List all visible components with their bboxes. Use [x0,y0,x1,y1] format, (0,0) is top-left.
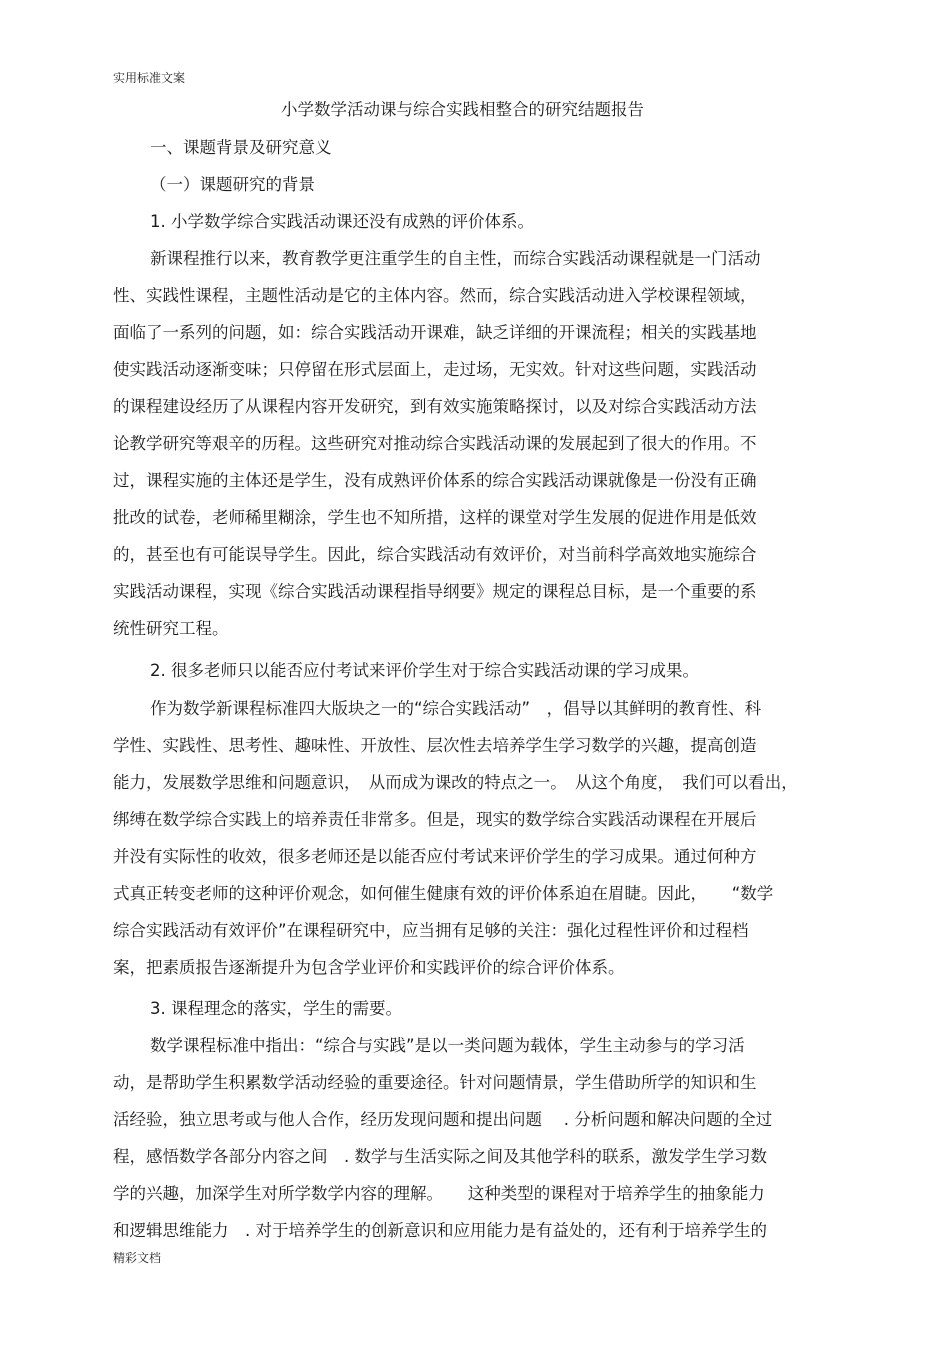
point-heading: 2. 很多老师只以能否应付考试来评价学生对于综合实践活动课的学习成果。 [150,661,699,680]
body-line: 的课程建设经历了从课程内容开发研究，到有效实施策略探讨，以及对综合实践活动方法 [113,397,757,416]
page-footer: 精彩文档 [113,1251,162,1265]
document-title: 小学数学活动课与综合实践相整合的研究结题报告 [281,100,644,119]
body-line: 能力，发展数学思维和问题意识， 从而成为课改的特点之一。 从这个角度， 我们可以看出， [113,773,798,792]
body-line: 动，是帮助学生积累数学活动经验的重要途径。针对问题情景，学生借助所学的知识和生 [113,1073,757,1092]
body-line: 综合实践活动有效评价”在课程研究中，应当拥有足够的关注：强化过程性评价和过程档 [113,921,749,940]
body-line: 学的兴趣，加深学生对所学数学内容的理解。 这种类型的课程对于培养学生的抽象能力 [113,1184,765,1203]
section-heading: 一、课题背景及研究意义 [150,138,332,157]
subsection-heading: （一）课题研究的背景 [150,175,315,194]
point-heading: 3. 课程理念的落实，学生的需要。 [150,999,402,1018]
body-line: 面临了一系列的问题，如：综合实践活动开课难，缺乏详细的开课流程；相关的实践基地 [113,323,757,342]
body-line: 新课程推行以来，教育教学更注重学生的自主性，而综合实践活动课程就是一门活动 [150,249,761,268]
body-line: 的，甚至也有可能误导学生。因此，综合实践活动有效评价，对当前科学高效地实施综合 [113,545,757,564]
body-line: 程，感悟数学各部分内容之间 . 数学与生活实际之间及其他学科的联系，激发学生学习数 [113,1147,767,1166]
body-line: 统性研究工程。 [113,619,229,638]
body-line: 论教学研究等艰辛的历程。这些研究对推动综合实践活动课的发展起到了很大的作用。不 [113,434,757,453]
body-line: 数学课程标准中指出：“综合与实践”是以一类问题为载体，学生主动参与的学习活 [150,1036,745,1055]
body-line: 性、实践性课程，主题性活动是它的主体内容。然而，综合实践活动进入学校课程领域， [113,286,757,305]
body-line: 活经验，独立思考或与他人合作，经历发现问题和提出问题 . 分析问题和解决问题的全过 [113,1110,773,1129]
body-line: 过，课程实施的主体还是学生，没有成熟评价体系的综合实践活动课就像是一份没有正确 [113,471,757,490]
body-line: 批改的试卷，老师稀里糊涂，学生也不知所措，这样的课堂对学生发展的促进作用是低效 [113,508,757,527]
body-line: 并没有实际性的收效，很多老师还是以能否应付考试来评价学生的学习成果。通过何种方 [113,847,757,866]
body-line: 实践活动课程，实现《综合实践活动课程指导纲要》规定的课程总目标，是一个重要的系 [113,582,757,601]
body-line: 式真正转变老师的这种评价观念，如何催生健康有效的评价体系迫在眉睫。因此， “数学 [113,884,774,903]
body-line: 绑缚在数学综合实践上的培养责任非常多。但是，现实的数学综合实践活动课程在开展后 [113,810,757,829]
body-line: 作为数学新课程标准四大版块之一的“综合实践活动” ，倡导以其鲜明的教育性、科 [150,699,762,718]
page-header: 实用标准文案 [113,71,186,85]
body-line: 和逻辑思维能力 . 对于培养学生的创新意识和应用能力是有益处的，还有利于培养学生的 [113,1221,767,1240]
body-line: 使实践活动逐渐变味；只停留在形式层面上，走过场，无实效。针对这些问题，实践活动 [113,360,757,379]
point-heading: 1. 小学数学综合实践活动课还没有成熟的评价体系。 [150,212,534,231]
body-line: 案，把素质报告逐渐提升为包含学业评价和实践评价的综合评价体系。 [113,958,625,977]
body-line: 学性、实践性、思考性、趣味性、开放性、层次性去培养学生学习数学的兴趣，提高创造 [113,736,757,755]
